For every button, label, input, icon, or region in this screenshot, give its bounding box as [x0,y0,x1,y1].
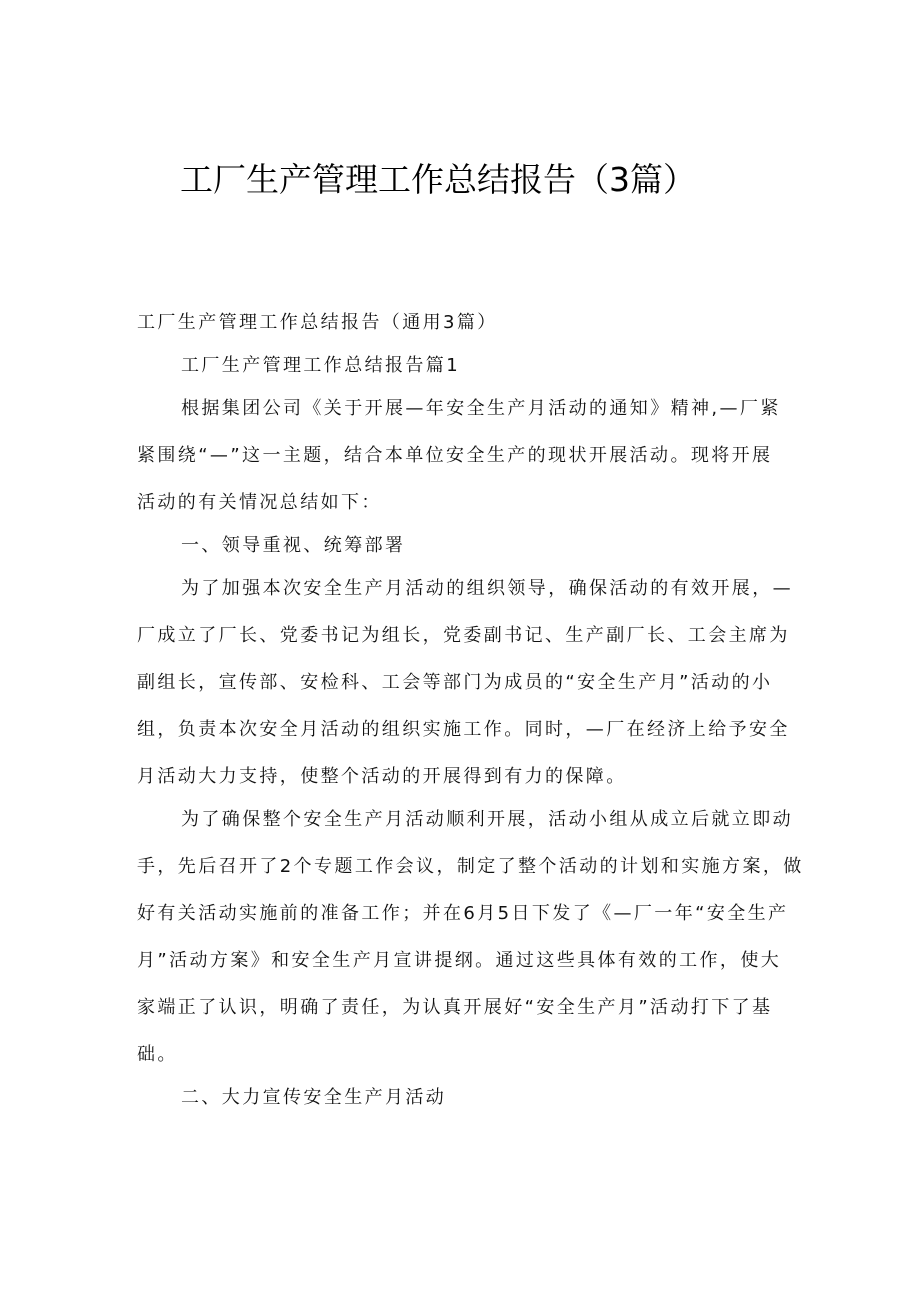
text-line: 厂成立了厂长、党委书记为组长，党委副书记、生产副厂长、工会主席为 [137,625,790,646]
text-line: 二、大力宣传安全生产月活动 [181,1087,447,1108]
paragraph-heading-2 [137,1083,797,1112]
text-line: 好有关活动实施前的准备工作；并在6月5日下发了《—厂一年“安全生产 [137,903,789,924]
text-line: 副组长，宣传部、安检科、工会等部门为成员的“安全生产月”活动的小 [137,672,773,693]
text-line: 月活动大力支持，使整个活动的开展得到有力的保障。 [137,766,627,787]
text-line: 础。 [137,1044,178,1065]
paragraph-heading-1 [137,531,797,560]
text-line: 紧围绕“—”这一主题，结合本单位安全生产的现状开展活动。现将开展 [137,445,773,466]
text-line: 工厂生产管理工作总结报告篇1 [181,355,461,376]
document-body [137,308,804,1126]
paragraph-leadership [137,574,797,791]
text-line: 为了确保整个安全生产月活动顺利开展，活动小组从成立后就立即动 [181,809,793,830]
document-title: 工厂生产管理工作总结报告（3篇） [180,160,696,199]
paragraph-section-heading [137,351,797,380]
text-line: 根据集团公司《关于开展—年安全生产月活动的通知》精神,—厂紧 [181,398,781,419]
paragraph-planning [137,805,804,1069]
text-line: 手，先后召开了2个专题工作会议，制定了整个活动的计划和实施方案，做 [137,856,804,877]
text-line: 活动的有关情况总结如下： [137,492,382,513]
text-line: 月”活动方案》和安全生产月宣讲提纲。通过这些具体有效的工作，使大 [137,950,782,971]
text-line: 一、领导重视、统筹部署 [181,535,406,556]
text-line: 工厂生产管理工作总结报告（通用3篇） [137,312,498,333]
text-line: 组，负责本次安全月活动的组织实施工作。同时，—厂在经济上给予安全 [137,719,790,740]
paragraph-intro [137,394,797,517]
text-line: 为了加强本次安全生产月活动的组织领导，确保活动的有效开展，— [181,578,793,599]
text-line: 家端正了认识，明确了责任，为认真开展好“安全生产月”活动打下了基 [137,997,773,1018]
paragraph-subtitle [137,308,797,337]
